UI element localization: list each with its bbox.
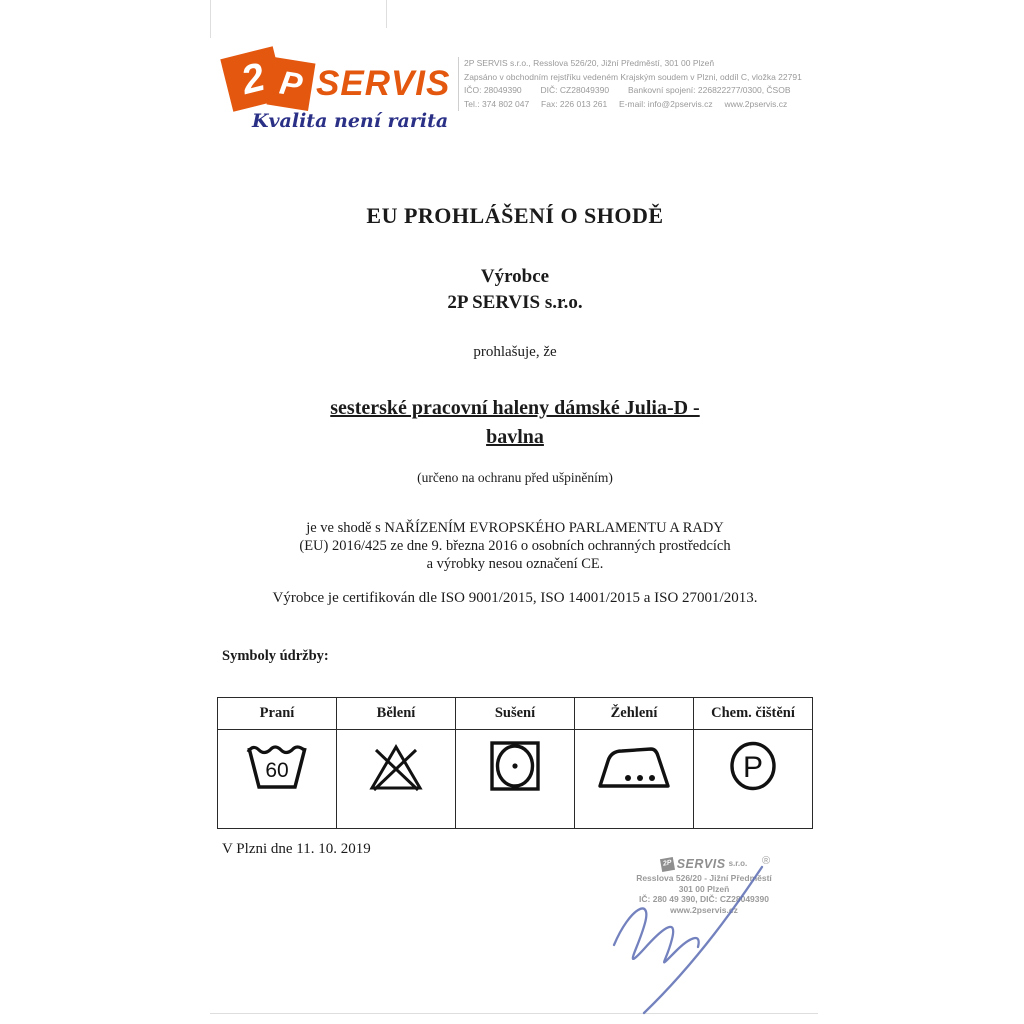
stamp-line: 301 00 Plzeň	[678, 883, 730, 894]
product-name-line2: bavlna	[486, 426, 544, 448]
care-cell-bleach	[337, 730, 456, 829]
company-contact-block	[458, 57, 800, 111]
contact-line: Tel.: 374 802 047 Fax: 226 013 261 E-mail: info@2pservis.cz www.2pservis.cz	[464, 98, 788, 109]
logo-p-icon: P	[267, 57, 316, 111]
manufacturer-name: 2P SERVIS s.r.o.	[447, 292, 583, 313]
care-cell-iron	[575, 730, 694, 829]
product-name	[210, 394, 820, 452]
care-cell-wash	[218, 730, 337, 829]
care-header-wash: Praní	[218, 698, 337, 730]
registered-trademark-icon: ®	[762, 855, 771, 867]
stamp-line: IČ: 280 49 390, DIČ: CZ28049390	[639, 894, 769, 904]
document-title: EU PROHLÁŠENÍ O SHODĚ	[366, 203, 664, 228]
care-table-symbol-row	[218, 730, 813, 829]
care-symbols-label: Symboly údržby:	[222, 648, 329, 664]
compliance-line: a výrobky nesou označení CE.	[426, 556, 604, 572]
product-name-line1: sesterské pracovní haleny dámské Julia-D -	[330, 397, 700, 419]
care-header-bleach: Bělení	[337, 698, 456, 730]
handwritten-signature	[588, 845, 818, 1017]
logo-tagline: Kvalita není rarita	[252, 110, 449, 132]
stamp-line: Resslova 526/20 - Jižní Předměstí	[636, 873, 772, 883]
stamp-line: www.2pservis.cz	[670, 904, 738, 915]
logo-company-name: SERVIS	[316, 64, 451, 103]
wash-60-icon	[244, 739, 310, 793]
company-logo	[224, 44, 451, 144]
iron-three-dots-icon	[597, 739, 671, 793]
svg-text:60: 60	[265, 759, 289, 782]
care-table-header-row	[218, 698, 813, 730]
do-not-bleach-icon	[367, 739, 425, 793]
tumble-dry-icon	[488, 739, 542, 793]
contact-line: IČO: 28049390 DIČ: CZ28049390 Bankovní spojení: 226822277/0300, ČSOB	[464, 85, 791, 95]
compliance-statement	[210, 519, 820, 573]
care-header-iron: Žehlení	[575, 698, 694, 730]
scan-artifact-line	[386, 0, 387, 28]
contact-line: 2P SERVIS s.r.o., Resslova 526/20, Jižní Předměstí, 301 00 Plzeň	[464, 58, 715, 68]
manufacturer-label: Výrobce	[480, 266, 550, 287]
stamp-logo-icon: 2P	[660, 857, 675, 872]
declaration-phrase: prohlašuje, že	[473, 344, 557, 360]
compliance-line: (EU) 2016/425 ze dne 9. března 2016 o osobních ochranných prostředcích	[299, 538, 731, 554]
care-cell-dry	[456, 730, 575, 829]
stamp-company-name: SERVIS	[676, 857, 726, 872]
certification-statement: Výrobce je certifikován dle ISO 9001/2015, ISO 14001/2015 a ISO 27001/2013.	[272, 590, 758, 606]
care-header-chem: Chem. čištění	[694, 698, 813, 730]
place-and-date: V Plzni dne 11. 10. 2019	[222, 841, 371, 857]
scan-artifact-line	[210, 0, 211, 38]
contact-line: Zapsáno v obchodním rejstříku vedeném Krajským soudem v Plzni, oddíl C, vložka 22791	[464, 71, 802, 82]
dry-clean-p-icon	[726, 739, 780, 793]
care-header-dry: Sušení	[456, 698, 575, 730]
care-symbols-table	[217, 697, 813, 829]
logo-2-icon: 2	[220, 46, 285, 111]
care-cell-chem	[694, 730, 813, 829]
svg-text:P: P	[742, 751, 764, 784]
stamp-company-suffix: s.r.o.	[728, 859, 748, 869]
product-purpose: (určeno na ochranu před ušpiněním)	[417, 470, 613, 485]
compliance-line: je ve shodě s NAŘÍZENÍM EVROPSKÉHO PARLAMENTU A RADY	[306, 520, 724, 536]
